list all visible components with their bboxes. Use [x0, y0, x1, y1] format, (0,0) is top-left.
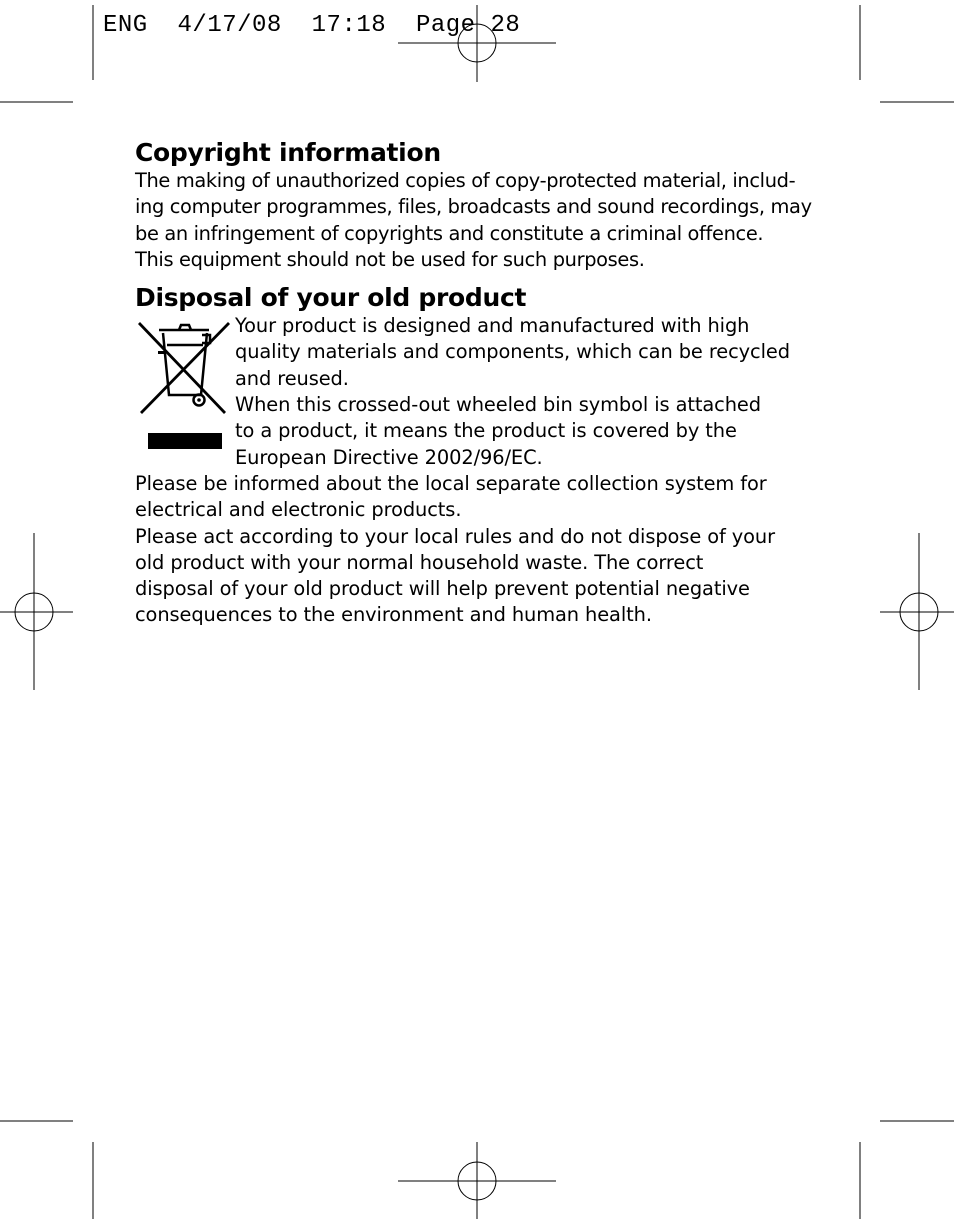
crossed-out-wheeled-bin-icon	[135, 313, 230, 453]
disposal-heading: Disposal of your old product	[135, 283, 527, 313]
disposal-section	[135, 283, 825, 629]
disposal-line: electrical and electronic products.	[135, 498, 462, 522]
disposal-line: disposal of your old product will help prevent potential negative	[135, 577, 750, 601]
disposal-line: Please act according to your local rules and do not dispose of your	[135, 524, 775, 548]
copyright-line: The making of unauthorized copies of copy-protected material, includ-	[135, 169, 796, 192]
copyright-line: This equipment should not be used for such purposes.	[135, 247, 645, 271]
disposal-line: Your product is designed and manufactured with high	[235, 314, 750, 338]
disposal-line: Please be informed about the local separate collection system for	[135, 471, 767, 495]
disposal-line: When this crossed-out wheeled bin symbol is attached	[235, 393, 761, 417]
page-content	[135, 138, 825, 629]
disposal-body-text	[135, 471, 825, 629]
copyright-section	[135, 138, 825, 273]
disposal-intro	[135, 313, 825, 471]
copyright-line: ing computer programmes, files, broadcasts and sound recordings, may	[135, 195, 812, 219]
disposal-line: and reused.	[235, 366, 349, 390]
disposal-intro-text	[235, 313, 825, 471]
disposal-line: consequences to the environment and human health.	[135, 603, 652, 627]
copyright-paragraph	[135, 168, 825, 273]
disposal-line: European Directive 2002/96/EC.	[235, 445, 543, 469]
print-slug: ENG 4/17/08 17:18 Page 28	[103, 12, 521, 39]
disposal-line: quality materials and components, which can be recycled	[235, 340, 790, 364]
disposal-line: old product with your normal household waste. The correct	[135, 550, 704, 574]
disposal-line: to a product, it means the product is covered by the	[235, 419, 737, 443]
copyright-line: be an infringement of copyrights and constitute a criminal offence.	[135, 221, 764, 245]
copyright-heading: Copyright information	[135, 138, 441, 167]
